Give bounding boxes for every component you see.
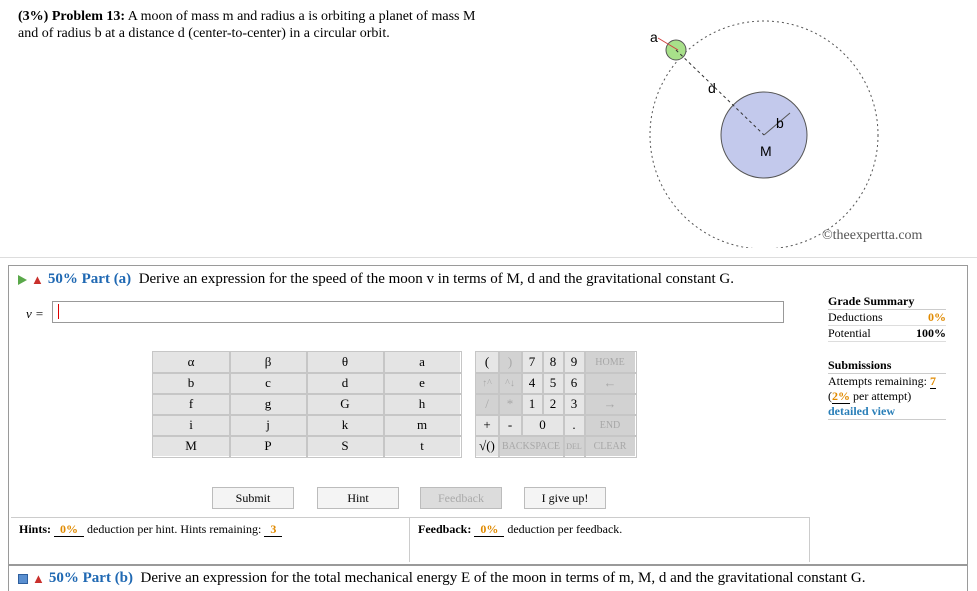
submit-button[interactable]: Submit: [212, 487, 294, 509]
divider: [0, 257, 977, 258]
key-h[interactable]: h: [384, 394, 461, 415]
attempts-label: Attempts remaining:: [828, 374, 927, 388]
feedback-button[interactable]: Feedback: [420, 487, 502, 509]
key-i[interactable]: i: [153, 415, 230, 436]
key-divide[interactable]: /: [476, 394, 499, 415]
variable-keypad: [152, 351, 461, 457]
attempts-line: [828, 374, 946, 389]
feedback-label: Feedback:: [418, 522, 472, 536]
give-up-button[interactable]: I give up!: [524, 487, 606, 509]
key-home[interactable]: HOME: [585, 352, 636, 373]
hints-label: Hints:: [19, 522, 52, 536]
key-superscript-down[interactable]: ^↓: [499, 373, 522, 394]
part-b-pct: 50% Part (b): [48, 570, 134, 586]
copyright: ©theexpertta.com: [822, 228, 923, 243]
key-plus[interactable]: +: [476, 415, 499, 436]
per-attempt-line: (2% per attempt): [828, 389, 912, 403]
key-clear[interactable]: CLEAR: [585, 436, 636, 457]
key-3[interactable]: 3: [564, 394, 585, 415]
hints-remaining: 3: [264, 522, 282, 537]
key-t[interactable]: t: [384, 436, 461, 457]
key-g[interactable]: g: [230, 394, 307, 415]
answer-input[interactable]: [52, 301, 784, 323]
key-5[interactable]: 5: [543, 373, 564, 394]
feedback-text: deduction per feedback.: [507, 522, 623, 536]
orbit-figure: [640, 18, 880, 248]
per-attempt-label: per attempt): [853, 389, 912, 403]
grade-summary-title: Grade Summary: [828, 294, 946, 310]
key-alpha[interactable]: α: [153, 352, 230, 373]
part-b-description: Derive an expression for the total mechanical energy E of the moon in terms of m, M, d and the gravitational constant G.: [140, 570, 866, 586]
potential-label: Potential: [828, 326, 871, 340]
label-a: a: [650, 29, 658, 45]
key-end[interactable]: END: [585, 415, 636, 436]
feedback-pct: 0%: [474, 522, 504, 537]
key-backspace[interactable]: BACKSPACE: [499, 436, 564, 457]
potential-row: [828, 326, 946, 342]
key-d[interactable]: d: [307, 373, 384, 394]
key-decimal[interactable]: .: [564, 415, 585, 436]
key-1[interactable]: 1: [522, 394, 543, 415]
potential-value: 100%: [916, 326, 946, 340]
deductions-value: 0%: [928, 310, 946, 324]
part-a-pct: 50% Part (a): [47, 271, 132, 287]
key-theta[interactable]: θ: [307, 352, 384, 373]
label-b: b: [776, 115, 784, 131]
key-c[interactable]: c: [230, 373, 307, 394]
key-6[interactable]: 6: [564, 373, 585, 394]
key-multiply[interactable]: *: [499, 394, 522, 415]
warning-icon: ▲: [31, 271, 44, 287]
key-M[interactable]: M: [153, 436, 230, 457]
label-d: d: [708, 80, 716, 96]
submissions-title: Submissions: [828, 358, 946, 374]
key-minus[interactable]: -: [499, 415, 522, 436]
key-7[interactable]: 7: [522, 352, 543, 373]
key-G[interactable]: G: [307, 394, 384, 415]
attempts-value: 7: [929, 374, 936, 388]
key-k[interactable]: k: [307, 415, 384, 436]
grade-summary: [828, 294, 946, 420]
problem-statement: [18, 8, 598, 42]
key-a[interactable]: a: [384, 352, 461, 373]
deductions-row: [828, 310, 946, 326]
deductions-label: Deductions: [828, 310, 883, 324]
key-close-paren[interactable]: ): [499, 352, 522, 373]
problem-text-line2: and of radius b at a distance d (center-to-center) in a circular orbit.: [18, 26, 390, 41]
key-superscript-up[interactable]: ↑^: [476, 373, 499, 394]
key-P[interactable]: P: [230, 436, 307, 457]
key-0[interactable]: 0: [522, 415, 564, 436]
key-beta[interactable]: β: [230, 352, 307, 373]
key-m[interactable]: m: [384, 415, 461, 436]
play-arrow-icon[interactable]: [18, 275, 27, 285]
key-open-paren[interactable]: (: [476, 352, 499, 373]
detailed-view-link[interactable]: detailed view: [828, 404, 946, 420]
text-cursor: [58, 304, 59, 319]
key-sqrt[interactable]: √(): [476, 436, 499, 457]
key-f[interactable]: f: [153, 394, 230, 415]
part-a-description: Derive an expression for the speed of the moon v in terms of M, d and the gravitational constant G.: [138, 271, 734, 287]
hints-pct: 0%: [54, 522, 84, 537]
key-j[interactable]: j: [230, 415, 307, 436]
key-right-arrow[interactable]: →: [585, 394, 636, 415]
hints-text: deduction per hint. Hints remaining:: [87, 522, 262, 536]
key-9[interactable]: 9: [564, 352, 585, 373]
key-b[interactable]: b: [153, 373, 230, 394]
key-e[interactable]: e: [384, 373, 461, 394]
numeric-keypad: [475, 351, 636, 457]
problem-weight: (3%): [18, 9, 49, 24]
key-del[interactable]: DEL: [564, 436, 585, 457]
hint-button[interactable]: Hint: [317, 487, 399, 509]
warning-icon: ▲: [32, 570, 45, 586]
problem-label: Problem 13:: [51, 9, 126, 24]
part-b-header[interactable]: [18, 569, 865, 588]
answer-label: v =: [26, 306, 44, 321]
key-2[interactable]: 2: [543, 394, 564, 415]
expand-icon[interactable]: [18, 574, 28, 584]
distance-line: [676, 50, 764, 135]
part-a-header: [18, 270, 734, 289]
feedback-bar: [410, 517, 810, 562]
key-8[interactable]: 8: [543, 352, 564, 373]
problem-text-line1: A moon of mass m and radius a is orbiting a planet of mass M: [127, 9, 476, 24]
label-M: M: [760, 143, 772, 159]
hints-bar: [11, 517, 410, 562]
key-4[interactable]: 4: [522, 373, 543, 394]
key-left-arrow[interactable]: ←: [585, 373, 636, 394]
per-attempt-pct: 2%: [832, 389, 850, 403]
key-S[interactable]: S: [307, 436, 384, 457]
